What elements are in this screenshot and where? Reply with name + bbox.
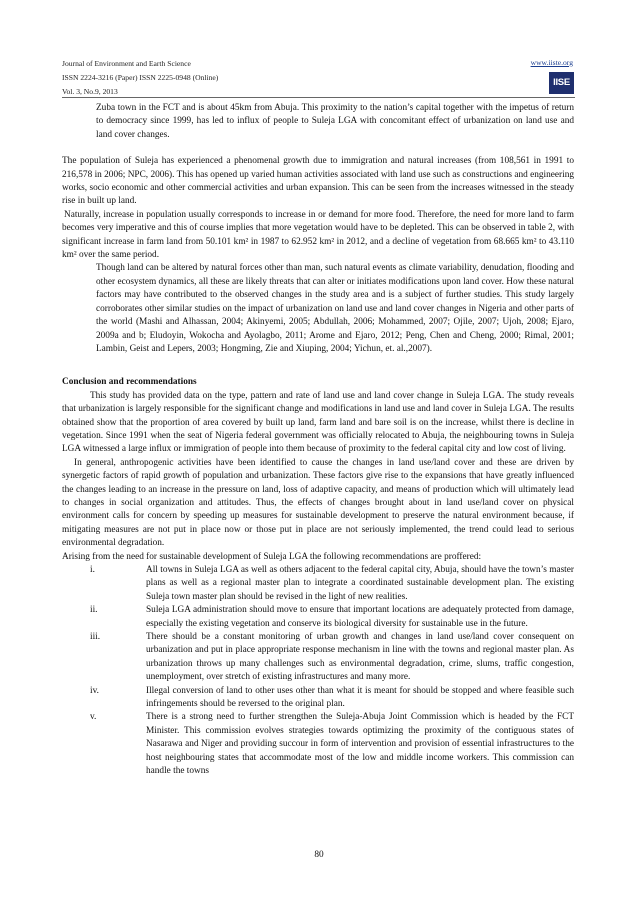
recommendation-text: There is a strong need to further strengthen the Suleja-Abuja Joint Commission which is headed by the FCT Minister. This commission evolves strategies towards optimizing the proximity of the contiguous states of Nasarawa and Niger and providing succour in form of intervention and provision of essential infrastructures to the host neighbouring states that accommodate most of the low and middle income workers. This commission can handle the towns [146, 712, 574, 777]
recommendation-text: Suleja LGA administration should move to ensure that important locations are adequately protected from damage, especially the existing vegetation and conserve its biological diversity for sustainable use in the future. [146, 605, 574, 629]
recommendation-number: i. [90, 565, 95, 575]
recommendation-number: ii. [90, 605, 98, 616]
recommendation-item [62, 711, 574, 778]
journal-issn: ISSN 2224-3216 (Paper) ISSN 2225-0948 (Online) [62, 73, 219, 82]
paragraph-farmland: Naturally, increase in population usually corresponds to increase in or demand for more food. Therefore, the need for more land to farm becomes very imperative and this of course implies that more vegetation would have to be depleted. This can be observed in table 2, with significant increase in farm land from 50.101 km² in 1987 to 62.952 km² in 2012, and a decline of vegetation from 68.665 km² to 43.110 km² over the same period. [62, 209, 574, 261]
paragraph-zuba: Zuba town in the FCT and is about 45km from Abuja. This proximity to the nation’s capital together with the impetus of return to democracy since 1999, has led to influx of people to Suleja LGA with concomitant effect of urbanization on land use and land cover changes. [96, 103, 574, 140]
section-title-conclusion: Conclusion and recommendations [62, 377, 197, 388]
recommendation-number: iv. [90, 685, 99, 696]
recommendation-number: v. [90, 712, 97, 723]
recommendation-item [62, 604, 574, 631]
journal-url-link[interactable]: www.iiste.org [530, 58, 573, 67]
article-body [62, 102, 574, 779]
paragraph-population: The population of Suleja has experienced a phenomenal growth due to immigration and natural increases (from 108,561 in 1991 to 216,578 in 2006; NPC, 2006). This has opened up varied human activities associated with land use such as constructions and engineering works, socio economic and other commercial activities and urban expansion. This can be seen from the increases witnessed in the steady rise in built up land. [62, 156, 574, 207]
logo-text: IISE [549, 72, 574, 94]
recommendation-item [62, 685, 574, 712]
recommendation-number: iii. [90, 632, 101, 643]
paragraph-anthropogenic: In general, anthropogenic activities have been identified to cause the changes in land use/land cover and these are driven by synergetic factors of rapid growth of population and urbanization. These factors give rise to the expansions that have greatly influenced the changes leading to an increase in the pressure on land, loss of adaptive capacity, and means of production which will ultimately lead to changes in social organization and attitudes. Thus, the effects of changes brought about in land use/land cover on physical environment calls for concern by speeding up measures for sustainable development to preserve the natural environment because, if mitigating measures are not put in place now or those put in place are not seriously implemented, the trend could lead to serious environmental degradation. [62, 457, 574, 549]
recommendation-item [62, 564, 574, 604]
recommendation-item [62, 631, 574, 685]
recommendation-text: All towns in Suleja LGA as well as others adjacent to the federal capital city, Abuja, should have the town’s master plans as well as a regional master plan to integrate a coordinated sustainable development plan. The existing Suleja town master plan should be revised in the light of new realities. [146, 565, 574, 602]
journal-volume: Vol. 3, No.9, 2013 [62, 87, 118, 96]
iiste-logo [549, 72, 574, 94]
paragraph-natural-forces: Though land can be altered by natural forces other than man, such natural events as climate variability, denudation, flooding and other ecosystem dynamics, all these are likely threats that can alter or initiates modifications upon land cover. How these natural factors may have contributed to the observed changes in the study area and is a subject of further studies. This study largely corroborates other similar studies on the impact of urbanization on land use and land cover changes in Nigeria and other parts of the world (Mashi and Alhassan, 2004; Akinyemi, 2005; Abdullah, 2006; Mohammed, 2007; Ojile, 2007; Ujoh, 2008; Ejaro, 2009a and b; Eludoyin, Wokocha and Ayolagbo, 2011; Arome and Ejaro, 2012; Peng, Chen and Cheng, 2000; Rimal, 2001; Lambin, Geist and Lepers, 2003; Hongming, Zie and Xiuping, 2004; Yichun, et. al.,2007). [96, 263, 574, 354]
header-divider [62, 97, 575, 98]
paragraph-recommendations-intro: Arising from the need for sustainable development of Suleja LGA the following recommendations are proffered: [62, 551, 482, 562]
recommendations-list [62, 564, 574, 779]
recommendation-text: There should be a constant monitoring of urban growth and changes in land use/land cover consequent on urbanization and put in place appropriate response mechanism in line with the towns and regional master plan. As urbanization throws up many challenges such as environmental degradation, crime, slums, traffic congestion, unemployment, over stretch of existing infrastructures and many more. [146, 632, 574, 683]
recommendation-text: Illegal conversion of land to other uses other than what it is meant for should be stopped and where feasible such infringements should be reversed to the original plan. [146, 685, 574, 710]
paragraph-conclusion: This study has provided data on the type, pattern and rate of land use and land cover change in Suleja LGA. The study reveals that urbanization is largely responsible for the significant change and modifications in land use and land cover in Suleja LGA. The results obtained show that the proportion of area covered by built up land, farm land and bare soil is on the increase, whilst there is decline in vegetation. Since 1991 when the seat of Nigeria federal government was officially relocated to Abuja, the neighbouring towns in Suleja LGA witnessed a large influx or immigration of people into them because of proximity to the federal capital city and low cost of living. [62, 390, 574, 455]
page-number: 80 [314, 850, 324, 860]
journal-name: Journal of Environment and Earth Science [62, 59, 191, 68]
